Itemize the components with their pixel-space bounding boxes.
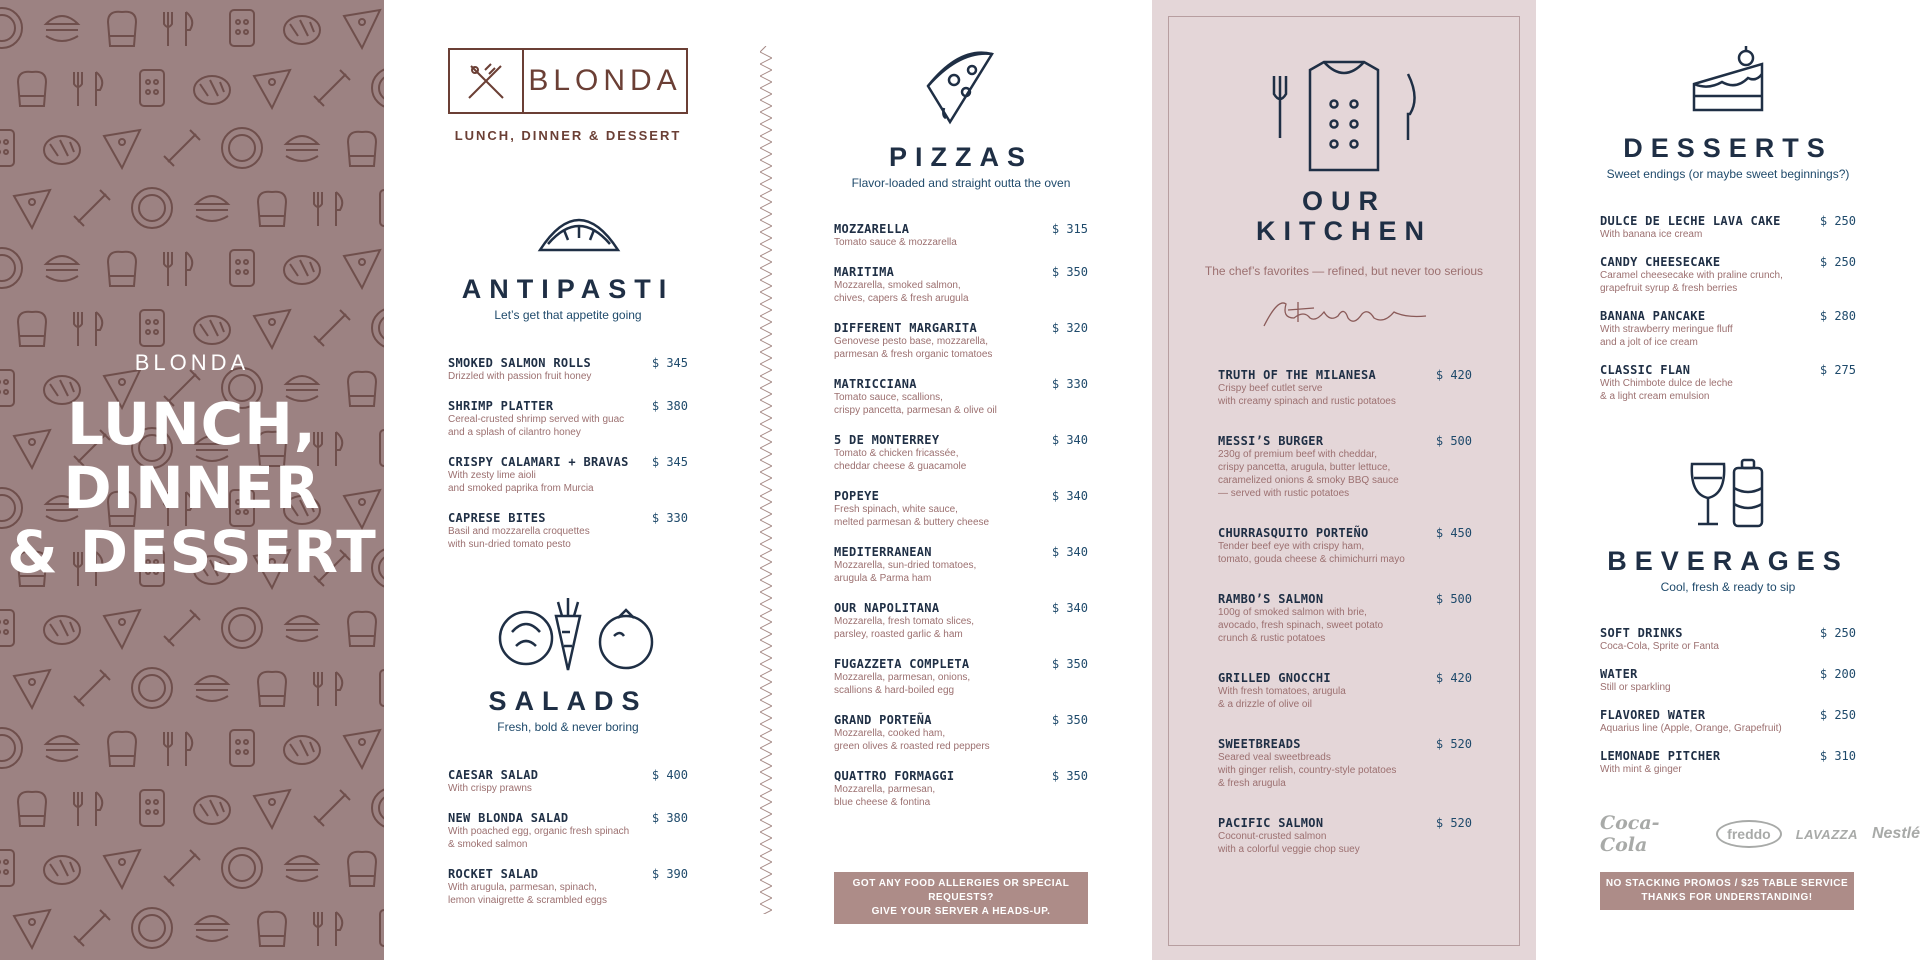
antipasti-title: ANTIPASTI	[461, 274, 675, 304]
menu-item-price: $ 420	[1435, 671, 1472, 685]
menu-item-name: GRILLED GNOCCHI	[1218, 671, 1331, 685]
menu-item	[1218, 526, 1472, 566]
menu-item-description: Mozzarella, fresh tomato slices, parsley, roasted garlic & ham	[834, 616, 975, 640]
menu-item-description: Mozzarella, sun-dried tomatoes, arugula & Parma ham	[834, 560, 977, 584]
menu-item-description: Coca-Cola, Sprite or Fanta	[1600, 641, 1719, 652]
kitchen-title	[1168, 186, 1520, 246]
menu-item-name: CLASSIC FLAN	[1600, 363, 1691, 377]
menu-item	[448, 511, 688, 551]
menu-item-description: With strawberry meringue fluff and a jolt of ice cream	[1600, 324, 1733, 348]
pizzas-subtitle: Flavor-loaded and straight outta the oven	[851, 176, 1071, 190]
vegetables-icon	[496, 596, 656, 672]
beverages-title: BEVERAGES	[1607, 546, 1849, 576]
menu-item-price: $ 420	[1435, 368, 1472, 382]
menu-item-name: NEW BLONDA SALAD	[448, 811, 569, 825]
menu-item-price: $ 280	[1819, 309, 1856, 323]
menu-item-description: Crispy beef cutlet serve with creamy spinach and rustic potatoes	[1218, 383, 1396, 407]
menu-item	[1600, 667, 1856, 694]
menu-item	[1218, 671, 1472, 711]
menu-item-description: Mozzarella, smoked salmon, chives, capers & fresh arugula	[834, 280, 969, 304]
menu-item-description: Cereal-crusted shrimp served with guac and a splash of cilantro honey	[448, 414, 625, 438]
menu-item-description: 230g of premium beef with cheddar, crispy pancetta, arugula, butter lettuce, caramelized onions & smoky BBQ sauce — served with rustic potatoes	[1218, 449, 1399, 499]
cover-title	[0, 392, 384, 584]
menu-item-name: DULCE DE LECHE LAVA CAKE	[1600, 214, 1781, 228]
nestle-logo: Nestlé	[1871, 825, 1920, 842]
menu-item	[1600, 749, 1856, 776]
drinks-icon	[1686, 458, 1770, 530]
menu-item	[834, 769, 1088, 809]
menu-item	[834, 489, 1088, 529]
cover-panel	[0, 0, 384, 960]
menu-item	[1218, 816, 1472, 856]
menu-item	[448, 455, 688, 495]
menu-item-name: MARITIMA	[834, 265, 895, 279]
menu-item	[834, 377, 1088, 417]
menu-item-name: MOZZARELLA	[834, 222, 910, 236]
menu-item	[448, 811, 688, 851]
menu-item-price: $ 340	[1051, 545, 1088, 559]
menu-item-name: MESSI’S BURGER	[1218, 434, 1324, 448]
menu-item-price: $ 250	[1819, 708, 1856, 722]
menu-item-description: Genovese pesto base, mozzarella, parmesan & fresh organic tomatoes	[834, 336, 993, 360]
menu-item-price: $ 390	[651, 867, 688, 881]
menu-item-description: 100g of smoked salmon with brie, avocado, fresh spinach, sweet potato crunch & rustic potatoes	[1218, 607, 1384, 644]
salads-title: SALADS	[488, 686, 648, 716]
cover-brand: BLONDA	[134, 350, 250, 375]
menu-item-name: CANDY CHEESECAKE	[1600, 255, 1721, 269]
menu-item-price: $ 340	[1051, 489, 1088, 503]
cover-title-line: & DESSERT	[7, 518, 377, 586]
menu-item-name: CAESAR SALAD	[448, 768, 539, 782]
menu-item-price: $ 350	[1051, 713, 1088, 727]
menu-item	[1600, 255, 1856, 295]
menu-item-name: PACIFIC SALMON	[1218, 816, 1324, 830]
menu-item-description: With poached egg, organic fresh spinach & smoked salmon	[448, 826, 630, 850]
menu-item-price: $ 380	[651, 399, 688, 413]
menu-item	[834, 265, 1088, 305]
menu-item-price: $ 330	[651, 511, 688, 525]
menu-item-name: TRUTH OF THE MILANESA	[1218, 368, 1377, 382]
freddo-logo: freddo	[1716, 820, 1782, 848]
menu-item	[448, 356, 688, 383]
menu-item	[834, 713, 1088, 753]
cake-slice-icon	[1688, 44, 1768, 116]
desserts-list	[1600, 214, 1856, 417]
menu-item-description: Tomato sauce, scallions, crispy pancetta, parmesan & olive oil	[834, 392, 997, 416]
menu-item	[834, 657, 1088, 697]
menu-item	[834, 601, 1088, 641]
menu-item	[834, 545, 1088, 585]
menu-item-name: FLAVORED WATER	[1600, 708, 1706, 722]
menu-item-name: QUATTRO FORMAGGI	[834, 769, 955, 783]
desserts-subtitle: Sweet endings (or maybe sweet beginnings?)	[1606, 167, 1850, 181]
menu-item-price: $ 380	[651, 811, 688, 825]
kitchen-panel	[1152, 0, 1536, 960]
menu-item-description: With banana ice cream	[1600, 229, 1703, 240]
antipasti-salads-panel	[384, 0, 770, 960]
menu-item-name: MATRICCIANA	[834, 377, 917, 391]
menu-item-name: FUGAZZETA COMPLETA	[834, 657, 970, 671]
menu-item	[1218, 434, 1472, 500]
menu-item	[1218, 737, 1472, 790]
pizza-slice-icon	[920, 46, 1000, 126]
menu-item-price: $ 520	[1435, 737, 1472, 751]
menu-item	[448, 867, 688, 907]
menu-item-description: Tender beef eye with crispy ham, tomato, gouda cheese & chimichurri mayo	[1218, 541, 1405, 565]
menu-item-price: $ 350	[1051, 657, 1088, 671]
menu-item-price: $ 400	[651, 768, 688, 782]
menu-item-description: Mozzarella, parmesan, onions, scallions & hard-boiled egg	[834, 672, 971, 696]
menu-item-name: SWEETBREADS	[1218, 737, 1301, 751]
antipasti-subtitle: Let’s get that appetite going	[494, 308, 642, 322]
kitchen-subtitle: The chef’s favorites — refined, but never too serious	[1204, 264, 1484, 278]
menu-item-description: Mozzarella, cooked ham, green olives & roasted red peppers	[834, 728, 990, 752]
brand-logos	[1600, 812, 1920, 856]
menu-item-name: SMOKED SALMON ROLLS	[448, 356, 591, 370]
menu-item-price: $ 250	[1819, 255, 1856, 269]
menu-item-price: $ 200	[1819, 667, 1856, 681]
menu-item-price: $ 500	[1435, 434, 1472, 448]
menu-item-name: BANANA PANCAKE	[1600, 309, 1706, 323]
menu-item-price: $ 250	[1819, 626, 1856, 640]
menu-item-name: LEMONADE PITCHER	[1600, 749, 1721, 763]
menu-item-description: Tomato & chicken fricassée, cheddar cheese & guacamole	[834, 448, 967, 472]
menu-item-name: SOFT DRINKS	[1600, 626, 1683, 640]
menu-item	[1600, 309, 1856, 349]
chef-jacket-icon	[1262, 54, 1426, 174]
desserts-beverages-panel	[1536, 0, 1920, 960]
menu-item-price: $ 320	[1051, 321, 1088, 335]
menu-item-name: MEDITERRANEAN	[834, 545, 932, 559]
menu-item	[834, 222, 1088, 249]
menu-item-price: $ 345	[651, 356, 688, 370]
menu-item-price: $ 345	[651, 455, 688, 469]
menu-item	[1600, 708, 1856, 735]
kitchen-title-line: OUR	[1302, 186, 1386, 216]
menu-item-name: WATER	[1600, 667, 1638, 681]
desserts-title: DESSERTS	[1623, 133, 1833, 163]
menu-item-name: RAMBO’S SALMON	[1218, 592, 1324, 606]
menu-item-description: With mint & ginger	[1600, 764, 1682, 775]
beverages-list	[1600, 626, 1856, 790]
menu-item-price: $ 330	[1051, 377, 1088, 391]
menu-item-name: 5 DE MONTERREY	[834, 433, 940, 447]
menu-item	[1600, 626, 1856, 653]
menu-item-description: With zesty lime aioli and smoked paprika from Murcia	[448, 470, 594, 494]
menu-item	[1218, 368, 1472, 408]
pizzas-panel	[770, 0, 1152, 960]
lavazza-logo: LAVAZZA	[1795, 826, 1858, 842]
kitchen-title-line: KITCHEN	[1256, 216, 1432, 246]
cover-title-line: LUNCH,	[67, 390, 317, 458]
menu-item	[448, 768, 688, 795]
menu-item-price: $ 315	[1051, 222, 1088, 236]
menu-item-price: $ 450	[1435, 526, 1472, 540]
menu-item-price: $ 350	[1051, 769, 1088, 783]
menu-item-description: Still or sparkling	[1600, 682, 1671, 693]
menu-item-description: With arugula, parmesan, spinach, lemon vinaigrette & scrambled eggs	[448, 882, 607, 906]
menu-item-name: OUR NAPOLITANA	[834, 601, 940, 615]
menu-item-description: With Chimbote dulce de leche & a light cream emulsion	[1600, 378, 1733, 402]
menu-item	[834, 433, 1088, 473]
menu-item-name: SHRIMP PLATTER	[448, 399, 554, 413]
menu-item-description: With fresh tomatoes, arugula & a drizzle of olive oil	[1218, 686, 1346, 710]
menu-item-name: POPEYE	[834, 489, 880, 503]
empanada-icon	[534, 200, 624, 260]
promo-note: NO STACKING PROMOS / $25 TABLE SERVICE THANKS FOR UNDERSTANDING!	[1600, 872, 1854, 910]
menu-item-name: DIFFERENT MARGARITA	[834, 321, 977, 335]
menu-item-description: With crispy prawns	[448, 783, 532, 794]
menu-item-description: Aquarius line (Apple, Orange, Grapefruit)	[1600, 723, 1782, 734]
allergy-note: GOT ANY FOOD ALLERGIES OR SPECIAL REQUESTS? GIVE YOUR SERVER A HEADS-UP.	[834, 872, 1088, 924]
menu-item-description: Basil and mozzarella croquettes with sun-dried tomato pesto	[448, 526, 590, 550]
pizzas-title: PIZZAS	[888, 142, 1033, 172]
blonda-logo	[448, 48, 688, 114]
cover-title-line: DINNER	[63, 454, 321, 522]
menu-item-name: CRISPY CALAMARI + BRAVAS	[448, 455, 629, 469]
antipasti-list	[448, 356, 688, 567]
menu-item-price: $ 520	[1435, 816, 1472, 830]
menu-item-description: Coconut-crusted salmon with a colorful veggie chop suey	[1218, 831, 1360, 855]
kitchen-list	[1218, 368, 1472, 882]
menu-item-description: Tomato sauce & mozzarella	[834, 237, 957, 248]
menu-item	[1600, 214, 1856, 241]
salads-list	[448, 768, 688, 923]
coca-cola-logo: Coca-Cola	[1600, 812, 1660, 856]
menu-item	[448, 399, 688, 439]
menu-item	[1600, 363, 1856, 403]
menu-item-description: Mozzarella, parmesan, blue cheese & fontina	[834, 784, 936, 808]
menu-item-description: Seared veal sweetbreads with ginger relish, country-style potatoes & fresh arugula	[1218, 752, 1397, 789]
menu-item-description: Fresh spinach, white sauce, melted parmesan & buttery cheese	[834, 504, 990, 528]
menu-item-price: $ 275	[1819, 363, 1856, 377]
logo-name: BLONDA	[528, 64, 682, 97]
menu-item-price: $ 250	[1819, 214, 1856, 228]
menu-item	[1218, 592, 1472, 645]
pizzas-list	[834, 222, 1088, 825]
menu-item-price: $ 350	[1051, 265, 1088, 279]
menu-item-description: Caramel cheesecake with praline crunch, grapefruit syrup & fresh berries	[1600, 270, 1783, 294]
salads-subtitle: Fresh, bold & never boring	[497, 720, 639, 734]
beverages-subtitle: Cool, fresh & ready to sip	[1660, 580, 1796, 594]
menu-item-price: $ 500	[1435, 592, 1472, 606]
menu-item	[834, 321, 1088, 361]
menu-item-name: CAPRESE BITES	[448, 511, 546, 525]
menu-item-price: $ 310	[1819, 749, 1856, 763]
menu-item-name: GRAND PORTEÑA	[834, 713, 932, 727]
logo-tagline: LUNCH, DINNER & DESSERT	[454, 128, 682, 143]
chef-signature	[1258, 288, 1430, 336]
menu-item-name: ROCKET SALAD	[448, 867, 539, 881]
menu-item-price: $ 340	[1051, 433, 1088, 447]
fork-knife-icon	[450, 50, 524, 112]
menu-item-price: $ 340	[1051, 601, 1088, 615]
menu-item-name: CHURRASQUITO PORTEÑO	[1218, 526, 1369, 540]
menu-item-description: Drizzled with passion fruit honey	[448, 371, 592, 382]
